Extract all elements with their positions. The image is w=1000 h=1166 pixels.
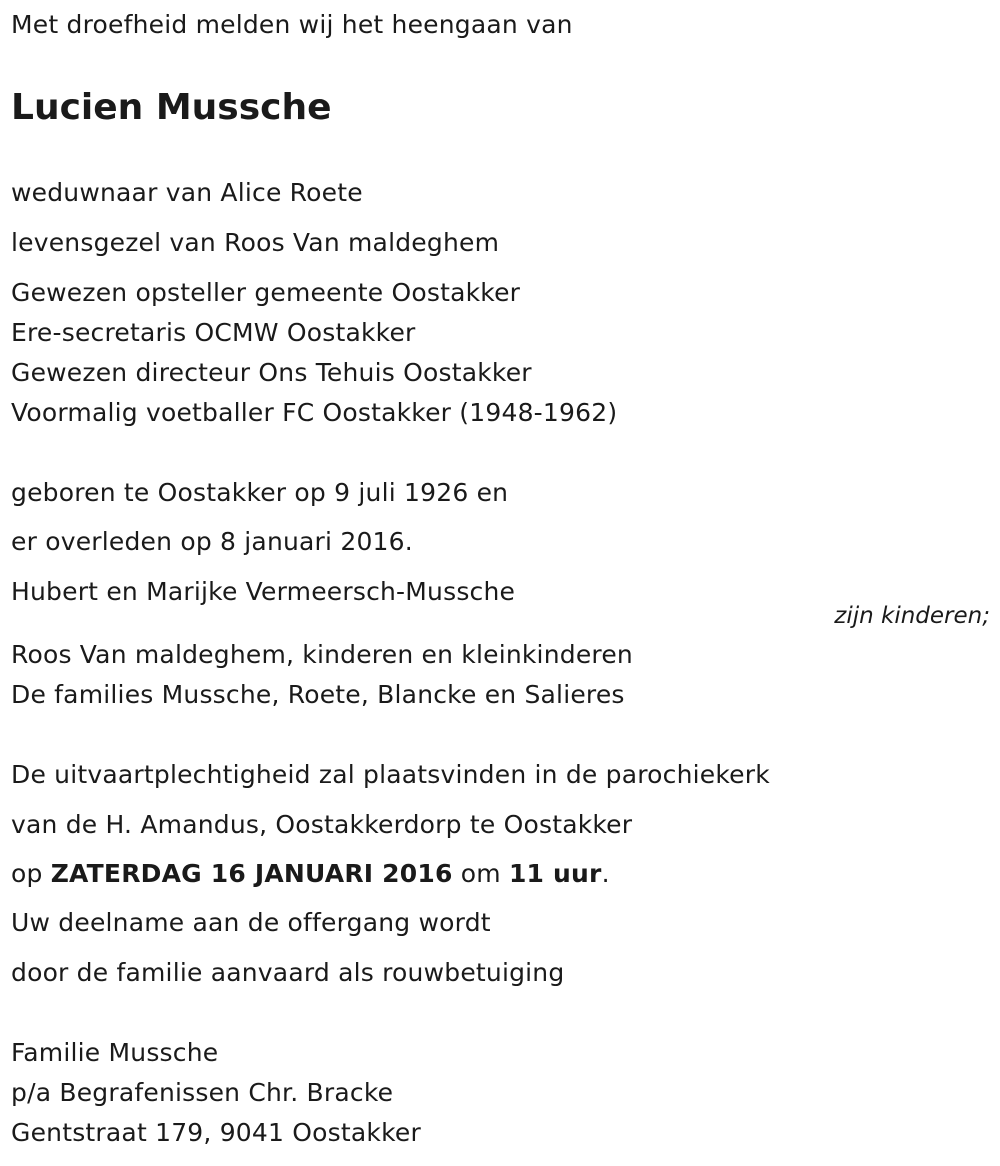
funeral-line: van de H. Amandus, Oostakkerdorp te Oostakker: [11, 810, 633, 839]
date-prefix: op: [11, 859, 43, 888]
funeral-time: 11 uur: [508, 859, 602, 888]
funeral-date: ZATERDAG 16 JANUARI 2016: [50, 859, 453, 888]
relation-widower: weduwnaar van Alice Roete: [11, 178, 363, 207]
children-names: Hubert en Marijke Vermeersch-Mussche: [11, 577, 516, 606]
function-line: Gewezen opsteller gemeente Oostakker: [11, 278, 521, 307]
deceased-name: Lucien Mussche: [11, 87, 332, 128]
family-line: De families Mussche, Roete, Blancke en Salieres: [11, 680, 625, 709]
relation-partner: levensgezel van Roos Van maldeghem: [11, 228, 500, 257]
time-suffix: .: [601, 859, 610, 888]
birth-line: geboren te Oostakker op 9 juli 1926 en: [11, 478, 509, 507]
funeral-line: De uitvaartplechtigheid zal plaatsvinden in de parochiekerk: [11, 760, 770, 789]
funeral-line: door de familie aanvaard als rouwbetuiging: [11, 958, 565, 987]
family-line: Roos Van maldeghem, kinderen en kleinkinderen: [11, 640, 633, 669]
contact-line: Familie Mussche: [11, 1038, 219, 1067]
intro-text: Met droefheid melden wij het heengaan van: [11, 10, 573, 39]
time-prefix: om: [460, 859, 501, 888]
death-line: er overleden op 8 januari 2016.: [11, 527, 413, 556]
funeral-date-line: [11, 859, 610, 889]
funeral-line: Uw deelname aan de offergang wordt: [11, 908, 491, 937]
contact-line: Gentstraat 179, 9041 Oostakker: [11, 1118, 421, 1147]
function-line: Ere-secretaris OCMW Oostakker: [11, 318, 416, 347]
function-line: Gewezen directeur Ons Tehuis Oostakker: [11, 358, 532, 387]
children-label: zijn kinderen;: [834, 603, 990, 629]
function-line: Voormalig voetballer FC Oostakker (1948-1962): [11, 398, 618, 427]
contact-line: p/a Begrafenissen Chr. Bracke: [11, 1078, 394, 1107]
